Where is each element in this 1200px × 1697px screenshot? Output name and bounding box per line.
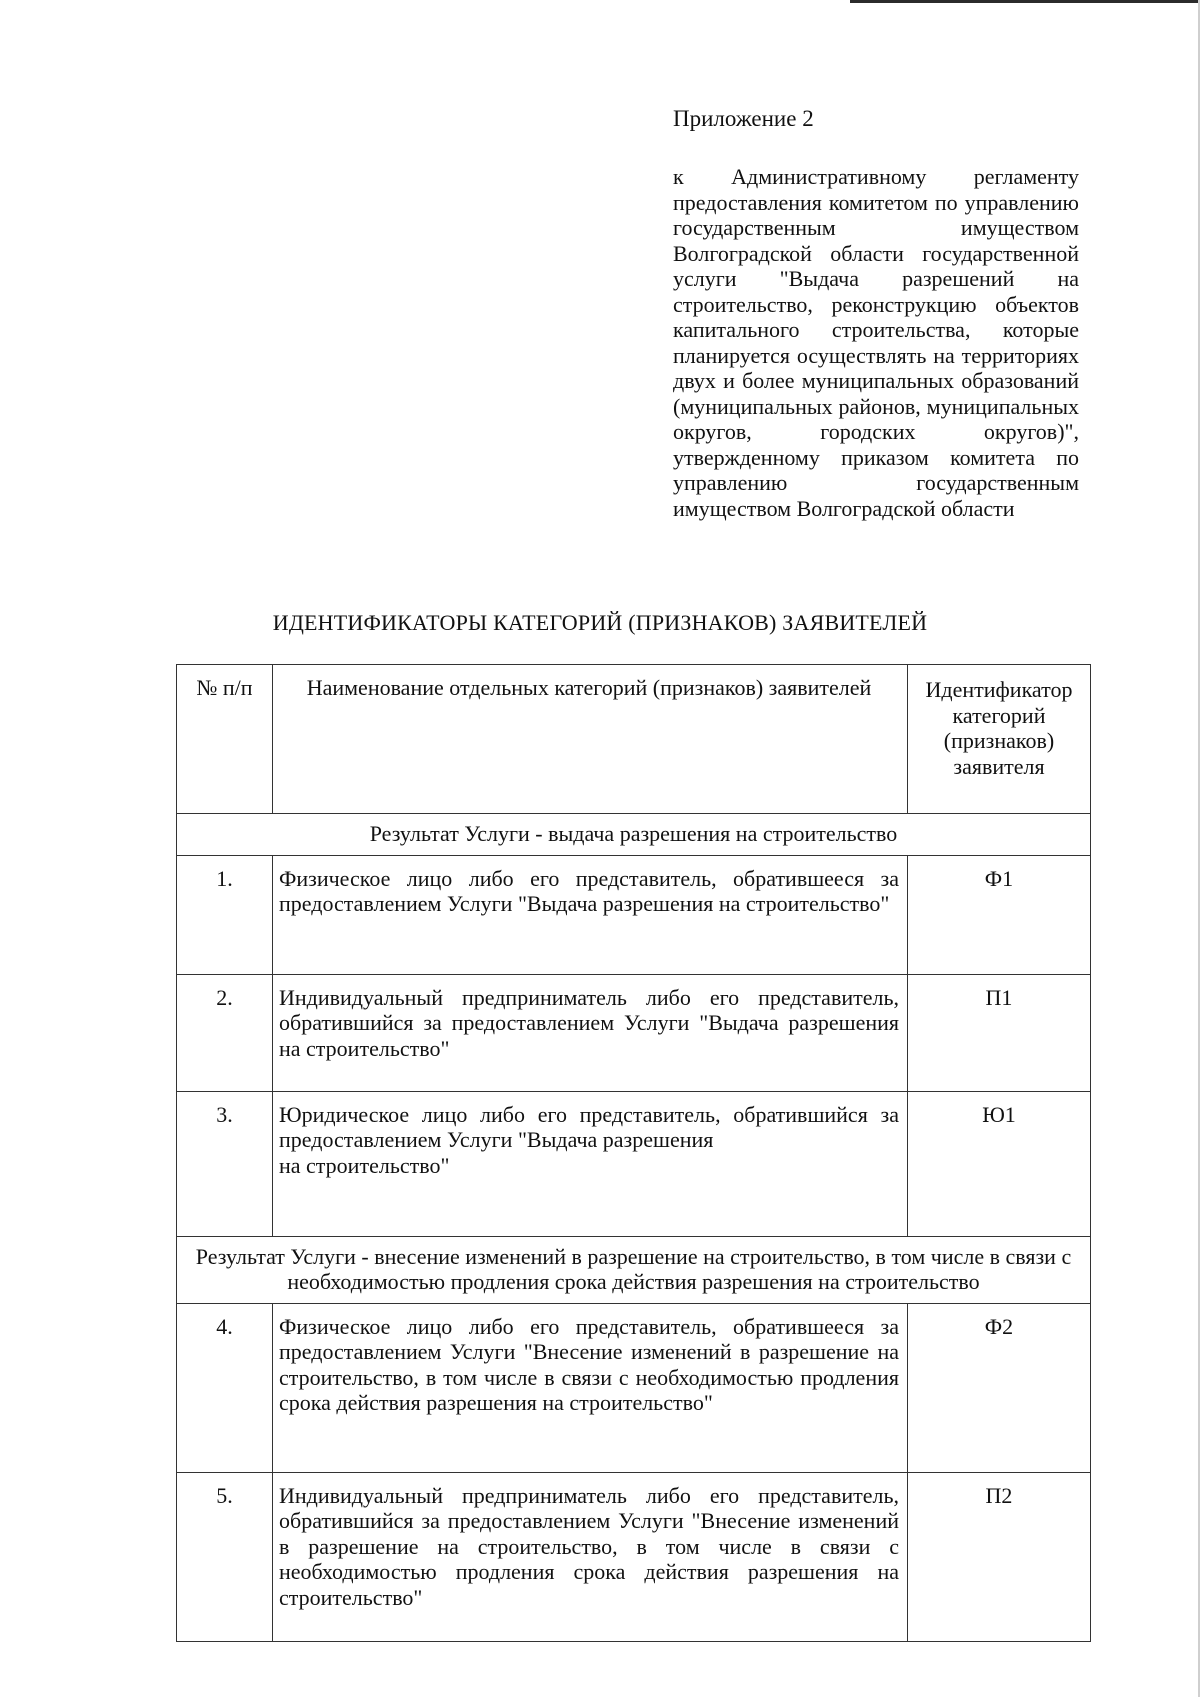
row-category-name: Физическое лицо либо его представитель, обратившееся за предоставлением Услуги "Внесение изменений в разрешение на строительство, в том числе в связи с необходимостью продления срока действия разрешения на строительство"	[273, 1303, 908, 1472]
table-row	[177, 855, 1091, 974]
section-title: Результат Услуги - выдача разрешения на строительство	[177, 814, 1091, 856]
section-row	[177, 814, 1091, 856]
table-row	[177, 1303, 1091, 1472]
row-number: 5.	[177, 1472, 273, 1641]
table-row	[177, 1472, 1091, 1641]
row-category-name	[273, 1091, 908, 1236]
row-category-name: Индивидуальный предприниматель либо его представитель, обратившийся за предоставлением Услуги "Внесение изменений в разрешение на строительство, в том числе в связи с необходимостью продления срока действия разрешения на строительство"	[273, 1472, 908, 1641]
row-number: 3.	[177, 1091, 273, 1236]
appendix-title: Приложение 2	[673, 106, 814, 131]
row-number: 4.	[177, 1303, 273, 1472]
row-category-name-line2: на строительство"	[279, 1152, 450, 1178]
section-row	[177, 1236, 1091, 1303]
row-category-name: Индивидуальный предприниматель либо его представитель, обратившийся за предоставлением Услуги "Выдача разрешения на строительство"	[273, 974, 908, 1091]
row-category-name: Физическое лицо либо его представитель, обратившееся за предоставлением Услуги "Выдача разрешения на строительство"	[273, 855, 908, 974]
table-row	[177, 974, 1091, 1091]
row-identifier: Ф1	[908, 855, 1091, 974]
row-number: 2.	[177, 974, 273, 1091]
table-header-row	[177, 665, 1091, 814]
page-title: ИДЕНТИФИКАТОРЫ КАТЕГОРИЙ (ПРИЗНАКОВ) ЗАЯВИТЕЛЕЙ	[272, 610, 928, 635]
row-category-name-line1: Юридическое лицо либо его представитель, обратившийся за предоставлением Услуги "Выдача разрешения	[279, 1101, 899, 1152]
row-identifier: Ф2	[908, 1303, 1091, 1472]
appendix-reference-text: к Административному регламенту предоставления комитетом по управлению государственным имуществом Волгоградской области государственной услуги "Выдача разрешений на строительство, реконструкцию объектов капитального строительства, которые планируется осуществлять на территориях двух и более муниципальных образований (муниципальных районов, муниципальных округов, городских округов)", утвержденному приказом комитета по управлению государственным имуществом Волгоградской области	[673, 164, 1079, 521]
header-number: № п/п	[177, 665, 273, 814]
scan-edge-line	[850, 0, 1200, 3]
header-identifier: Идентификатор категорий (признаков) заявителя	[908, 665, 1091, 814]
row-identifier: П1	[908, 974, 1091, 1091]
row-identifier: П2	[908, 1472, 1091, 1641]
header-category-name: Наименование отдельных категорий (признаков) заявителей	[273, 665, 908, 814]
table-row	[177, 1091, 1091, 1236]
row-identifier: Ю1	[908, 1091, 1091, 1236]
row-number: 1.	[177, 855, 273, 974]
applicant-categories-table	[176, 664, 1091, 1642]
section-title: Результат Услуги - внесение изменений в разрешение на строительство, в том числе в связи с необходимостью продления срока действия разрешения на строительство	[177, 1236, 1091, 1303]
